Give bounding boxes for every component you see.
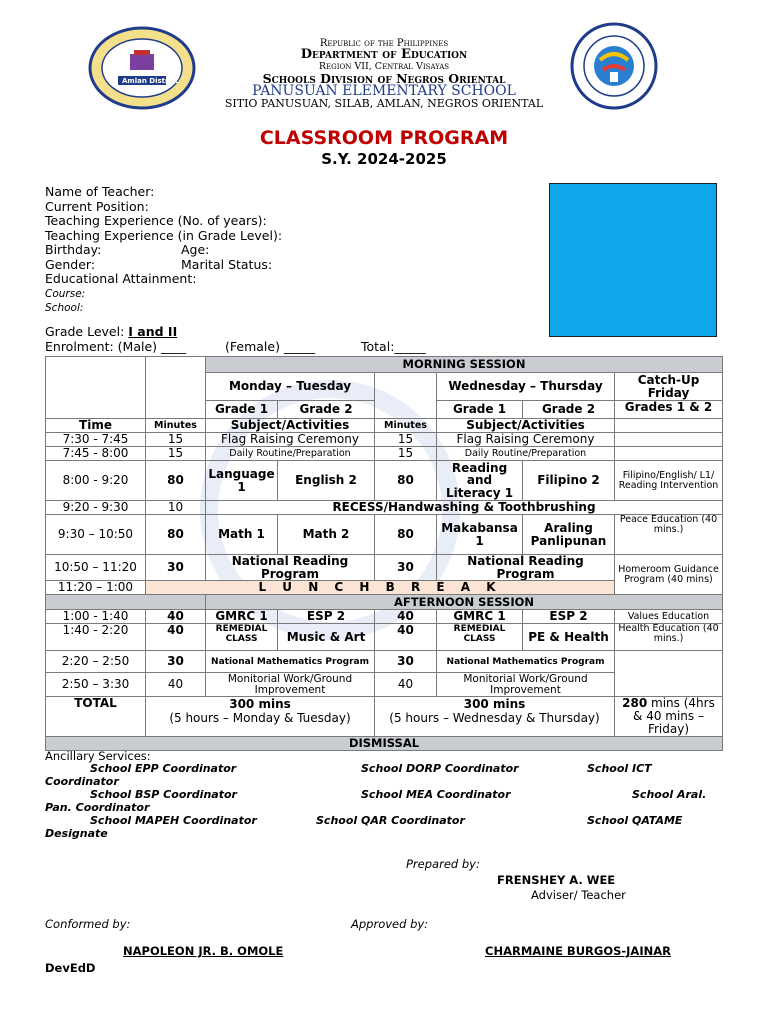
ancillary-services: [45, 762, 725, 842]
catchup-friday-header: Catch-Up Friday: [615, 373, 723, 401]
row-minutes: 40: [146, 610, 206, 624]
grade2-header: Grade 2: [523, 401, 615, 419]
row-minutes: 40: [146, 624, 206, 651]
ancillary-qatame-cont: Designate: [45, 827, 108, 840]
total-wed-thu: [375, 697, 615, 737]
info-grade-level-value: I and II: [128, 324, 178, 339]
row-friday: Health Education (40 mins.): [615, 624, 723, 651]
subject-header: Subject/Activities: [437, 419, 615, 433]
time-header: Time: [46, 419, 146, 433]
lunch-break: L U N C H B R E A K: [146, 581, 615, 595]
conformed-by-label: Conformed by:: [45, 917, 131, 931]
row-time: 10:50 – 11:20: [46, 555, 146, 581]
row-minutes: 40: [146, 673, 206, 697]
row-minutes: 15: [375, 433, 437, 447]
preparer-role: Adviser/ Teacher: [531, 888, 626, 902]
row-minutes: 40: [375, 610, 437, 624]
row-time: 7:45 - 8:00: [46, 447, 146, 461]
grade1-header: Grade 1: [437, 401, 523, 419]
ancillary-qar: School QAR Coordinator: [316, 814, 465, 827]
row-subject: Music & Art: [278, 624, 375, 651]
total-mon-tue-mins: 300 mins: [229, 697, 291, 711]
info-course: Course:: [45, 287, 86, 300]
row-activity: National Reading Program: [437, 555, 615, 581]
row-minutes: 10: [146, 501, 206, 515]
row-subject: REMEDIAL CLASS: [206, 624, 278, 651]
row-friday: Peace Education (40 mins.): [615, 515, 723, 555]
row-subject: Filipino 2: [523, 461, 615, 501]
row-subject: GMRC 1: [437, 610, 523, 624]
row-subject: ESP 2: [523, 610, 615, 624]
conformer-name: NAPOLEON JR. B. OMOLE: [123, 944, 284, 958]
row-subject: Makabansa 1: [437, 515, 523, 555]
school-year: S.Y. 2024-2025: [321, 150, 447, 168]
approver-name: CHARMAINE BURGOS-JAINAR: [485, 944, 671, 958]
document-title: CLASSROOM PROGRAM: [259, 127, 509, 149]
row-minutes: 80: [375, 515, 437, 555]
row-subject: English 2: [278, 461, 375, 501]
row-minutes: 30: [375, 651, 437, 673]
row-minutes: 30: [146, 555, 206, 581]
row-time: 2:20 – 2:50: [46, 651, 146, 673]
info-education: Educational Attainment:: [45, 271, 197, 286]
ancillary-ict-cont: Coordinator: [45, 775, 119, 788]
row-minutes: 15: [146, 433, 206, 447]
row-minutes: 80: [146, 515, 206, 555]
dismissal-header: DISMISSAL: [46, 737, 723, 751]
row-subject: Language 1: [206, 461, 278, 501]
row-minutes: 40: [375, 624, 437, 651]
row-activity: Flag Raising Ceremony: [437, 433, 615, 447]
total-friday: [615, 697, 723, 737]
ancillary-ict: School ICT: [587, 762, 652, 775]
grade1-header: Grade 1: [206, 401, 278, 419]
total-label: TOTAL: [46, 697, 146, 737]
row-minutes: 80: [146, 461, 206, 501]
teacher-info: [45, 185, 545, 316]
row-subject: GMRC 1: [206, 610, 278, 624]
info-enrolment-male: Enrolment: (Male) ____: [45, 339, 187, 354]
row-activity: National Reading Program: [206, 555, 375, 581]
minutes-header: Minutes: [375, 419, 437, 433]
row-time: 1:00 - 1:40: [46, 610, 146, 624]
approved-by-label: Approved by:: [351, 917, 429, 931]
ancillary-aralpan-cont: Pan. Coordinator: [45, 801, 150, 814]
row-activity: Daily Routine/Preparation: [437, 447, 615, 461]
row-activity: Monitorial Work/Ground Improvement: [206, 673, 375, 697]
info-marital: Marital Status:: [181, 256, 273, 272]
row-subject: ESP 2: [278, 610, 375, 624]
row-activity: National Mathematics Program: [206, 651, 375, 673]
total-wed-thu-mins: 300 mins: [463, 697, 526, 711]
afternoon-session-header: AFTERNOON SESSION: [206, 595, 723, 610]
info-exp-years: Teaching Experience (No. of years):: [45, 213, 267, 228]
row-minutes: 30: [146, 651, 206, 673]
info-name: Name of Teacher:: [45, 184, 155, 199]
ancillary-aralpan: School Aral.: [632, 788, 707, 801]
row-time: 2:50 – 3:30: [46, 673, 146, 697]
total-mon-tue: [146, 697, 375, 737]
header-school: PANUSUAN ELEMENTARY SCHOOL: [252, 83, 516, 99]
row-subject: Araling Panlipunan: [523, 515, 615, 555]
approver-title: DevEdD: [45, 961, 96, 975]
wed-thu-header: Wednesday – Thursday: [437, 373, 615, 401]
row-subject: Reading and Literacy 1: [437, 461, 523, 501]
row-friday: Values Education: [615, 610, 723, 624]
row-subject: REMEDIAL CLASS: [437, 624, 523, 651]
info-school: School:: [45, 302, 84, 314]
info-grade-level-label: Grade Level:: [45, 324, 125, 339]
ancillary-epp: School EPP Coordinator: [90, 762, 237, 775]
ancillary-dorp: School DORP Coordinator: [361, 762, 519, 775]
info-enrolment-female: (Female) _____: [225, 339, 316, 354]
header-address: SITIO PANUSUAN, SILAB, AMLAN, NEGROS ORIENTAL: [224, 97, 544, 110]
total-friday-hours: mins (4hrs & 40 mins – Friday): [633, 696, 715, 736]
header-department: Department of Education: [300, 47, 468, 62]
row-subject: PE & Health: [523, 624, 615, 651]
row-friday: Homeroom Guidance Program (40 mins): [615, 555, 723, 595]
info-exp-grade: Teaching Experience (in Grade Level):: [45, 227, 283, 243]
row-minutes: 15: [146, 447, 206, 461]
row-minutes: 15: [375, 447, 437, 461]
minutes-header: Minutes: [146, 419, 206, 433]
total-mon-tue-hours: (5 hours – Monday & Tuesday): [169, 711, 351, 725]
total-friday-mins: 280: [622, 696, 648, 710]
info-gender: Gender:: [45, 256, 96, 272]
grade2-header: Grade 2: [278, 401, 375, 419]
row-time: 1:40 - 2:20: [46, 624, 146, 651]
header-republic: Republic of the Philippines: [319, 38, 449, 49]
info-position: Current Position:: [45, 198, 149, 214]
classroom-program-table: [45, 356, 723, 751]
row-recess: RECESS/Handwashing & Toothbrushing: [206, 501, 723, 515]
row-activity: Daily Routine/Preparation: [206, 447, 375, 461]
prepared-by-label: Prepared by:: [406, 857, 480, 871]
school-logo-district: Amlan District: [122, 77, 179, 85]
header-division: Schools Division of Negros Oriental: [262, 71, 506, 86]
row-subject: Math 1: [206, 515, 278, 555]
ancillary-mea: School MEA Coordinator: [361, 788, 511, 801]
ancillary-label: Ancillary Services:: [45, 749, 151, 763]
row-time: 9:20 - 9:30: [46, 501, 146, 515]
preparer-name: FRENSHEY A. WEE: [497, 873, 616, 887]
row-minutes: 40: [375, 673, 437, 697]
ancillary-qatame: School QATAME: [587, 814, 683, 827]
total-wed-thu-hours: (5 hours – Wednesday & Thursday): [389, 711, 600, 725]
info-enrolment-total: Total:_____: [361, 339, 426, 354]
row-activity: National Mathematics Program: [437, 651, 615, 673]
row-minutes: 30: [375, 555, 437, 581]
header-region: Region VII, Central Visayas: [318, 61, 450, 72]
morning-session-header: MORNING SESSION: [206, 357, 723, 373]
ancillary-mapeh: School MAPEH Coordinator: [90, 814, 257, 827]
row-time: 7:30 - 7:45: [46, 433, 146, 447]
row-time: 11:20 – 1:00: [46, 581, 146, 595]
grades12-header: Grades 1 & 2: [615, 401, 723, 419]
ancillary-bsp: School BSP Coordinator: [90, 788, 237, 801]
row-activity: Flag Raising Ceremony: [206, 433, 375, 447]
row-subject: Math 2: [278, 515, 375, 555]
row-friday: Filipino/English/ L1/ Reading Intervention: [615, 461, 723, 501]
row-minutes: 80: [375, 461, 437, 501]
mon-tue-header: Monday – Tuesday: [206, 373, 375, 401]
info-birthday: Birthday:: [45, 242, 102, 257]
info-age: Age:: [181, 242, 210, 257]
row-time: 9:30 – 10:50: [46, 515, 146, 555]
row-time: 8:00 - 9:20: [46, 461, 146, 501]
row-activity: Monitorial Work/Ground Improvement: [437, 673, 615, 697]
photo-placeholder: [549, 183, 717, 337]
subject-header: Subject/Activities: [206, 419, 375, 433]
